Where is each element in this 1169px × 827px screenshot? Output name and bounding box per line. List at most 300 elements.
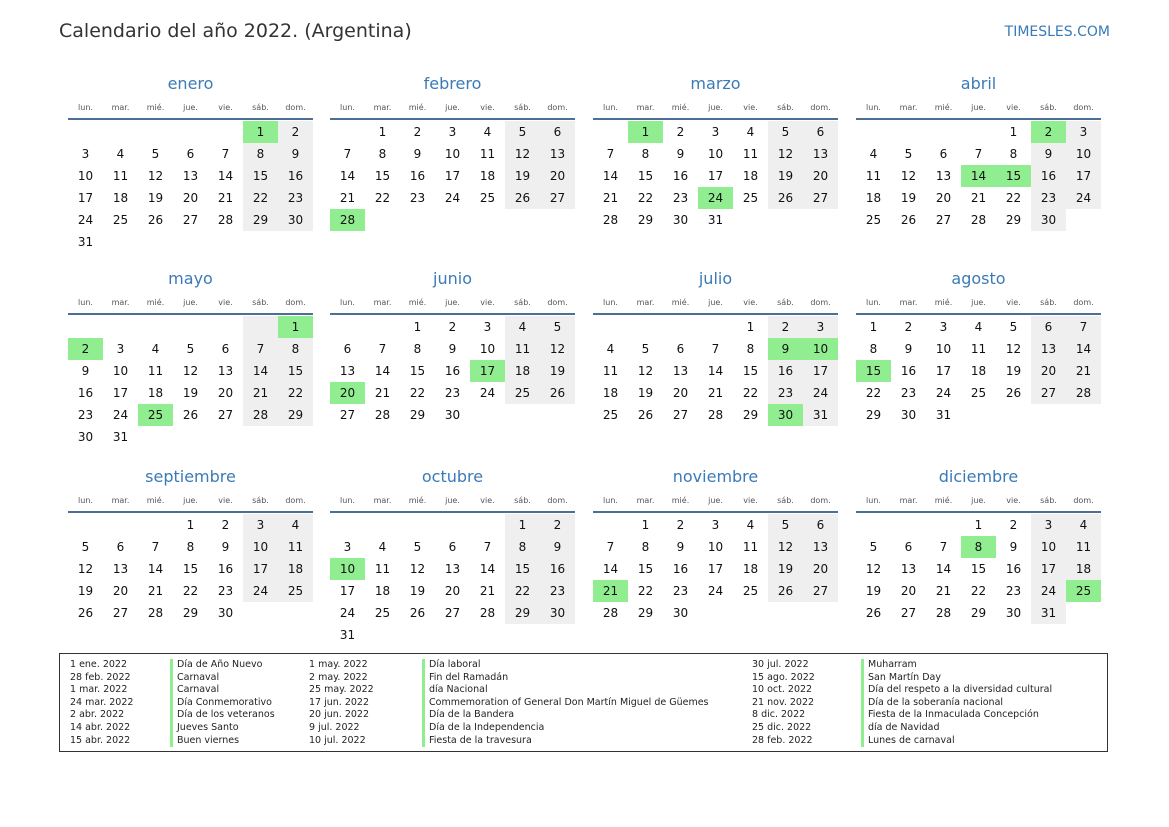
empty-day [926,514,961,536]
day: 21 [602,191,619,205]
day: 28 [217,213,234,227]
month-marzo [593,72,838,231]
weekend-day: 27 [803,187,838,209]
day: 26 [900,213,917,227]
holiday-name: Día Conmemorativo [170,697,275,710]
day: 1 [186,518,195,532]
empty-day [208,121,243,143]
month-name: julio [698,269,733,288]
weekday-label: mar. [636,298,655,307]
day: 9 [448,342,457,356]
day: 4 [746,518,755,532]
day: 24 [935,386,952,400]
day: 30 [444,408,461,422]
weekday-label: lun. [78,298,93,307]
holiday-name: Lunes de carnaval [861,735,1052,748]
day: 2 [413,125,422,139]
weekday-label: sáb. [252,103,269,112]
day: 16 [444,364,461,378]
weekday-label: jue. [445,103,460,112]
empty-day [593,121,628,143]
day: 28 [970,213,987,227]
day: 16 [217,562,234,576]
day: 8 [378,147,387,161]
empty-day [138,121,173,143]
empty-day [173,316,208,338]
empty-day [698,316,733,338]
day: 18 [112,191,129,205]
day: 9 [221,540,230,554]
weekday-label: sáb. [1040,496,1057,505]
weekday-label: dom. [285,496,306,505]
day: 15 [374,169,391,183]
day-grid [68,316,313,448]
day: 25 [970,386,987,400]
day: 10 [707,540,724,554]
month-diciembre [856,465,1101,624]
weekday-label: jue. [183,103,198,112]
holiday-name: Día del respeto a la diversidad cultural [861,684,1052,697]
day: 16 [77,386,94,400]
day: 1 [974,518,983,532]
day: 10 [935,342,952,356]
day: 21 [935,584,952,598]
day: 8 [413,342,422,356]
day: 23 [672,191,689,205]
month-name: febrero [423,74,482,93]
day: 21 [707,386,724,400]
month-octubre [330,465,575,646]
day: 20 [672,386,689,400]
day: 17 [444,169,461,183]
day: 12 [637,364,654,378]
holiday-day: 24 [698,187,733,209]
holiday-day: 28 [330,209,365,231]
day: 10 [112,364,129,378]
empty-day [208,316,243,338]
weekend-day: 26 [540,382,575,404]
weekday-label: dom. [1073,298,1094,307]
day: 19 [1005,364,1022,378]
day: 14 [602,169,619,183]
day: 31 [77,235,94,249]
empty-day [470,514,505,536]
day: 6 [221,342,230,356]
weekday-label: vie. [480,298,495,307]
day: 22 [742,386,759,400]
weekend-day: 20 [540,165,575,187]
day: 24 [707,584,724,598]
day: 10 [77,169,94,183]
weekend-day: 21 [1066,360,1101,382]
day: 6 [448,540,457,554]
holiday-name: Día de la Bandera [422,709,709,722]
weekend-day: 24 [243,580,278,602]
weekday-label: sáb. [1040,103,1057,112]
day: 4 [116,147,125,161]
weekday-label: lun. [78,496,93,505]
holiday-date: 25 dic. 2022 [752,721,812,733]
holiday-date: 15 abr. 2022 [70,734,131,746]
weekday-label: mié. [671,103,690,112]
day: 27 [217,408,234,422]
empty-day [103,121,138,143]
weekday-header [593,293,838,315]
day: 1 [1009,125,1018,139]
empty-day [856,514,891,536]
weekend-day: 21 [243,382,278,404]
day: 24 [444,191,461,205]
day: 23 [217,584,234,598]
day-grid [856,121,1101,231]
weekend-day: 12 [768,536,803,558]
empty-day [138,514,173,536]
day: 20 [935,191,952,205]
weekend-day: 4 [278,514,313,536]
weekday-label: jue. [445,496,460,505]
day: 22 [1005,191,1022,205]
day: 27 [182,213,199,227]
weekday-label: mar. [373,496,392,505]
weekend-day: 30 [540,602,575,624]
empty-day [330,514,365,536]
holiday-day: 20 [330,382,365,404]
day: 4 [606,342,615,356]
day: 18 [742,562,759,576]
day: 11 [970,342,987,356]
weekday-label: mié. [934,496,953,505]
day: 11 [602,364,619,378]
weekday-label: mar. [636,103,655,112]
holiday-names-col-1 [170,659,275,747]
day: 15 [637,562,654,576]
day: 10 [479,342,496,356]
day: 5 [186,342,195,356]
day: 11 [742,540,759,554]
day: 19 [865,584,882,598]
day: 30 [672,213,689,227]
weekend-day: 5 [505,121,540,143]
day: 4 [378,540,387,554]
holiday-name: San Martín Day [861,672,1052,685]
weekend-day: 17 [803,360,838,382]
day: 29 [865,408,882,422]
day: 15 [182,562,199,576]
empty-day [68,316,103,338]
day: 7 [711,342,720,356]
weekday-label: mar. [899,496,918,505]
day: 29 [970,606,987,620]
weekend-day: 14 [243,360,278,382]
weekend-day: 5 [768,514,803,536]
day: 12 [865,562,882,576]
weekend-day: 27 [540,187,575,209]
day: 1 [869,320,878,334]
weekend-day: 12 [540,338,575,360]
weekday-header [856,491,1101,513]
weekday-header [593,491,838,513]
holiday-date: 15 ago. 2022 [752,671,815,683]
weekday-label: lun. [603,298,618,307]
weekend-day: 10 [243,536,278,558]
day: 11 [147,364,164,378]
weekday-label: sáb. [777,103,794,112]
weekday-header [330,491,575,513]
month-name: abril [960,74,997,93]
day: 30 [1005,606,1022,620]
day: 16 [1005,562,1022,576]
weekend-day: 13 [1031,338,1066,360]
day: 14 [374,364,391,378]
day: 14 [339,169,356,183]
holiday-date: 28 feb. 2022 [70,671,131,683]
day: 17 [707,562,724,576]
day: 12 [182,364,199,378]
day: 7 [606,540,615,554]
weekend-day: 28 [1066,382,1101,404]
day: 6 [343,342,352,356]
month-name: septiembre [145,467,236,486]
day: 13 [182,169,199,183]
day-grid [330,316,575,426]
holiday-dates-col-2 [309,659,374,747]
month-name: mayo [168,269,213,288]
day: 20 [217,386,234,400]
day: 5 [904,147,913,161]
weekend-day: 24 [803,382,838,404]
day: 18 [374,584,391,598]
empty-day [365,316,400,338]
day: 19 [77,584,94,598]
weekday-label: dom. [285,103,306,112]
day: 14 [935,562,952,576]
weekend-day: 11 [505,338,540,360]
day: 9 [413,147,422,161]
day: 23 [409,191,426,205]
holiday-date: 10 oct. 2022 [752,684,813,696]
day: 18 [147,386,164,400]
day: 7 [343,147,352,161]
weekday-label: vie. [218,298,233,307]
holiday-date: 1 may. 2022 [309,659,368,670]
weekday-label: dom. [810,298,831,307]
empty-day [400,514,435,536]
day: 16 [672,562,689,576]
holiday-day: 30 [768,404,803,426]
day: 5 [869,540,878,554]
day: 6 [904,540,913,554]
holiday-name: Día de la Independencia [422,722,709,735]
holiday-date: 30 jul. 2022 [752,659,809,670]
weekday-label: jue. [708,298,723,307]
weekend-day: 8 [278,338,313,360]
day: 5 [1009,320,1018,334]
weekend-day: 31 [803,404,838,426]
weekday-label: lun. [866,496,881,505]
empty-day [891,121,926,143]
weekend-day: 19 [768,165,803,187]
weekend-day: 16 [1031,165,1066,187]
day: 9 [676,147,685,161]
day: 2 [676,518,685,532]
day: 1 [413,320,422,334]
holiday-date: 8 dic. 2022 [752,709,806,721]
weekend-day: 17 [1066,165,1101,187]
day: 2 [448,320,457,334]
holiday-day: 2 [1031,121,1066,143]
weekend-day: 5 [768,121,803,143]
day: 1 [378,125,387,139]
weekend-day: 17 [243,558,278,580]
day: 3 [939,320,948,334]
weekend-day: 31 [1031,602,1066,624]
month-name: noviembre [672,467,759,486]
month-mayo [68,267,313,448]
day: 7 [221,147,230,161]
day: 18 [479,169,496,183]
month-junio [330,267,575,426]
weekday-header [330,98,575,120]
day: 16 [672,169,689,183]
holiday-date: 21 nov. 2022 [752,696,815,708]
holiday-dates-col-1 [70,659,133,747]
holiday-name: Día de los veteranos [170,709,275,722]
brand-link[interactable]: TIMESLES.COM [1004,24,1110,40]
weekend-day: 29 [278,404,313,426]
day-grid [68,121,313,253]
day: 29 [637,606,654,620]
weekend-day: 20 [803,558,838,580]
day: 9 [81,364,90,378]
day: 23 [672,584,689,598]
day: 20 [444,584,461,598]
weekend-day: 17 [1031,558,1066,580]
empty-day [435,514,470,536]
holiday-name: Buen viernes [170,735,275,748]
holiday-date: 28 feb. 2022 [752,734,813,746]
weekday-label: mié. [408,496,427,505]
weekday-label: vie. [218,103,233,112]
weekday-label: lun. [603,496,618,505]
holiday-day: 1 [278,316,313,338]
weekend-day: 8 [505,536,540,558]
holiday-day: 15 [856,360,891,382]
day: 8 [186,540,195,554]
weekend-day: 15 [243,165,278,187]
empty-day [243,316,278,338]
holiday-date: 20 jun. 2022 [309,709,370,721]
day: 15 [970,562,987,576]
holiday-date: 9 jul. 2022 [309,721,360,733]
weekday-label: mié. [934,298,953,307]
weekend-day: 15 [505,558,540,580]
empty-day [68,514,103,536]
day: 25 [742,584,759,598]
holiday-date: 10 jul. 2022 [309,734,366,746]
day: 28 [707,408,724,422]
day: 26 [865,606,882,620]
empty-day [365,514,400,536]
weekend-day: 22 [243,187,278,209]
weekday-label: dom. [1073,496,1094,505]
day: 8 [641,540,650,554]
day: 30 [900,408,917,422]
holiday-date: 1 mar. 2022 [70,684,128,696]
holiday-date: 25 may. 2022 [309,684,374,696]
weekday-label: dom. [547,103,568,112]
weekday-label: dom. [810,103,831,112]
weekend-day: 12 [768,143,803,165]
holiday-name: Commemoration of General Don Martín Miguel de Güemes [422,697,709,710]
empty-day [68,121,103,143]
weekday-label: sáb. [777,298,794,307]
weekday-header [68,491,313,513]
day: 31 [707,213,724,227]
weekend-day: 19 [768,558,803,580]
day: 17 [339,584,356,598]
day: 3 [711,125,720,139]
day: 6 [186,147,195,161]
month-noviembre [593,465,838,624]
weekend-day: 6 [540,121,575,143]
day: 24 [339,606,356,620]
weekday-label: jue. [708,103,723,112]
empty-day [663,316,698,338]
weekend-day: 11 [1066,536,1101,558]
weekday-label: jue. [183,298,198,307]
weekend-day: 23 [768,382,803,404]
weekend-day: 27 [1031,382,1066,404]
day: 27 [672,408,689,422]
day: 26 [182,408,199,422]
day: 29 [409,408,426,422]
holiday-date: 24 mar. 2022 [70,696,134,708]
weekend-day: 30 [1031,209,1066,231]
day: 22 [865,386,882,400]
holiday-date: 2 abr. 2022 [70,709,125,721]
weekend-day: 23 [278,187,313,209]
day: 13 [900,562,917,576]
day: 20 [182,191,199,205]
weekend-day: 11 [278,536,313,558]
weekday-label: vie. [743,103,758,112]
day: 18 [742,169,759,183]
holiday-name: día de Navidad [861,722,1052,735]
day: 11 [865,169,882,183]
weekend-day: 1 [505,514,540,536]
day: 27 [112,606,129,620]
weekday-label: dom. [285,298,306,307]
weekend-day: 7 [1066,316,1101,338]
weekday-label: lun. [866,298,881,307]
weekday-label: sáb. [514,103,531,112]
weekend-day: 9 [278,143,313,165]
holiday-day: 10 [330,558,365,580]
empty-day [330,121,365,143]
day: 3 [483,320,492,334]
day: 25 [865,213,882,227]
weekday-label: mar. [111,298,130,307]
holiday-name: Muharram [861,659,1052,672]
weekend-day: 20 [1031,360,1066,382]
weekend-day: 24 [1066,187,1101,209]
day: 5 [413,540,422,554]
weekend-day: 18 [505,360,540,382]
weekend-day: 30 [278,209,313,231]
day: 8 [641,147,650,161]
weekday-label: vie. [1006,298,1021,307]
day: 27 [900,606,917,620]
